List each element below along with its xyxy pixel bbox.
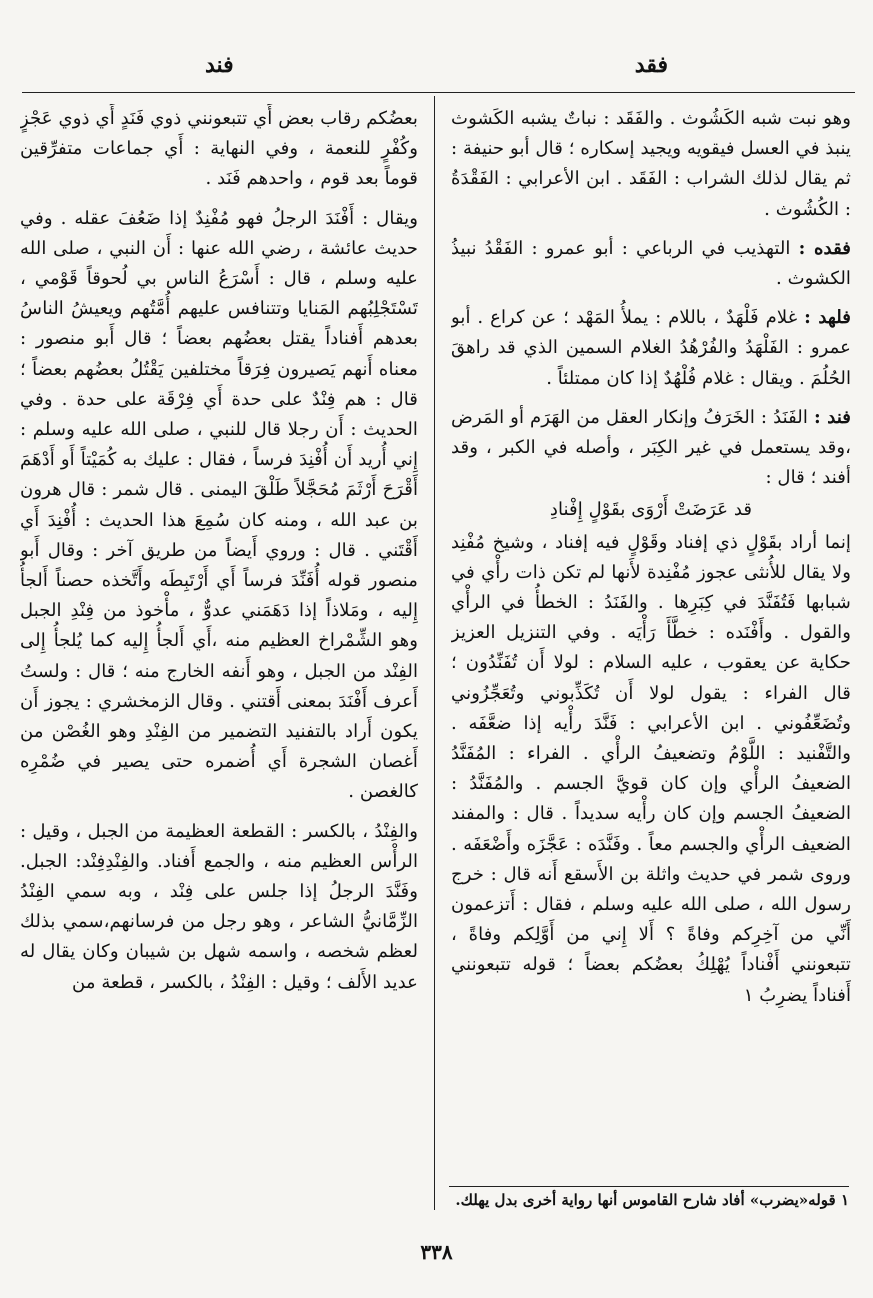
verse-line: قد عَرَضَتْ أَرْوَى بقَوْلٍ إِفْنادِ bbox=[549, 499, 753, 521]
entry-fand bbox=[451, 403, 851, 494]
header-rule bbox=[22, 92, 855, 93]
entry-text: الفَنَدُ : الخَرَفُ وإنكار العقل من الهَرَم أو المَرض ،وقد يستعمل في غير الكِبَر ، وأصله في الكبر ، وقد أفند ؛ قال : bbox=[451, 406, 851, 489]
column-divider bbox=[434, 96, 435, 1210]
entry-text: وهو نبت شبه الكَشُوث . والفَقَد : نباتٌ يشبه الكَشوث ينبذ في العسل فيقويه ويجيد إسكاره ؛ قال أبو حنيفة : ثم يقال لذلك الشراب : الفَقَد . ابن الأعرابي : الفَقْدَةُ : الكُشُوث . bbox=[451, 108, 851, 220]
footnote: ١ قوله«يضرب» أفاد شارح القاموس أنها رواية أخرى بدل يهلك. bbox=[455, 1191, 849, 1209]
right-column bbox=[451, 104, 851, 1184]
entry-falhad bbox=[451, 303, 851, 394]
running-head-right: فقد bbox=[634, 52, 668, 78]
paragraph: والفِنْدُ ، بالكسر : القطعة العظيمة من الجبل ، وقيل : الرأْس العظيم منه ، والجمع أَفناد. والفِنْدِفِنْد: الجبل. وفَنَّدَ الرجلُ إذا جلس على فِنْد ، وبه سمي الفِنْدُ الزِّمَّانيُّ الشاعر ، وهو رجل من فرسانهم،سمي بذلك لعظم شخصه ، واسمه شهل بن شيبان وكان يقال له عديد الأَلف ؛ وقيل : الفِنْدُ ، بالكسر ، قطعة من bbox=[20, 820, 418, 993]
paragraph: ويقال : أَفْنَدَ الرجلُ فهو مُفْنِدٌ إذا ضَعُفَ عقله . وفي حديث عائشة ، رضي الله عنها : أَن النبي ، صلى الله عليه وسلم ، قال : أَسْرَعُ الناس بي لُحوقاً قَوْمي ، تَسْتَجْلِبُهم المَنايا وتتنافس عليهم أُمَّتُهم ويعيشُ الناسُ بعدهم أَفناداً يقتل بعضُهم بعضاً ؛ قال أَبو منصور : معناه أَنهم يَصيرون فِرَقاً مختلفين يَقْتُلُ بعضُهم بعضاً ؛ قال : هم فِنْدٌ على حدة أَي فِرْقَة على حدة . وفي الحديث : أَن رجلا قال للنبي ، صلى الله عليه وسلم : إِني أُريد أَن أُفْنِدَ فرساً ، فقال : عليك به كُمَيْتاً أَو أَدْهَمَ أَقْرَحَ أَرْثَمَ مُحَجَّلاً طَلْقَ اليمنى . قال شمر : قال هرون بن عبد الله ، ومنه كان سُمِعَ هذا الحديث : أُفْنِدَ أَي أَقْتَني . قال : وروي أَيضاً من طريق آخر : وقال أَبو منصور قوله أُفَنِّدَ فرساً أَي أَرْتَبِطَه وأَتَّخذه حصناً أَلجأُ إِليه ، ومَلاذاً إذا دَهَمَني عدوٌّ ، مأْخوذ من فِنْدِ الجبل وهو الشِّمْراخ العظيم منه ،أَي أَلجأُ إِليه كما يُلجأُ إِلى الفِنْد من الجبل ، وهو أَنفه الخارج منه ؛ قال : ولستُ أَعرف أَفْنَدَ بمعنى أَقتني . وقال الزمخشري : يجوز أَن يكون أَراد بالتفنيد التضمير من الفِنْدِ وهو الغُصْن من أَغصان الشجرة أَي أُضمره حتى يصير في ضُمْرِه كالغصن . bbox=[20, 207, 418, 803]
entry-text: التهذيب في الرباعي : أبو عمرو : الفَقْدُ نبيذُ الكشوث . bbox=[451, 237, 851, 290]
entry-fand-body: إنما أراد بقَوْلٍ ذي إفناد وقَوْلٍ فيه إفناد ، وشيخ مُفْنِد ولا يقال للأُنثى عجوز مُفْنِدة لأَنها لم تكن ذات رأْي في شبابها فَتُفَنَّدَ في كِبَرِها . والفَنَدُ : الخطأُ في الرأْي والقول . وأَفْنَده : خطَّأَ رَأْيَه . وفي التنزيل العزيز حكاية عن يعقوب ، عليه السلام : لولا أَن تُفَنِّدُون ؛ قال الفراء : يقول لولا أَن تُكَذِّبوني وتُعَجِّزُوني وتُضَعِّفُوني . ابن الأعرابي : فَنَّدَ رأْيه إذا ضعَّفَه . والتَّفْنيد : اللَّوْمُ وتضعيفُ الرأْي . الفراء : المُفَنَّدُ الضعيفُ الرأْي وإن كان قويَّ الجسم . والمُفَنَّدُ : الضعيفُ الجسم وإن كان رأْيه سديداً . قال : والمفند الضعيف الرأْي والجسم معاً . وفَنَّدَه : عَجَّزَه وأَضْعَفَه . وروى شمر في حديث واثلة بن الأَسقع أَنه قال : خرج رسول الله ، صلى الله عليه وسلم ، فقال : أَتزعمون أَنِّي من آخِرِكم وفاةً ؟ أَلا إِني من أَوَّلِكم وفاةً ، تتبعونني أَفْناداً يُهْلِكُ بعضُكم بعضاً ؛ قوله تتبعونني أَفناداً يضرِبُ ١ bbox=[451, 531, 851, 1006]
headword: فلهد : bbox=[804, 307, 851, 329]
headword: فقده : bbox=[798, 237, 851, 259]
entry-faqad-cont bbox=[451, 104, 851, 225]
running-head-left: فند bbox=[205, 52, 234, 78]
entry-faqdah bbox=[451, 234, 851, 294]
entry-text: غلام فَلْهَدٌ ، باللام : يملأُ المَهْد ؛ عن كراع . أبو عمرو : الفَلْهَدُ والفُرْهُدُ الغلام السمين الذي قد راهقَ الحُلُمَ . ويقال : غلام فُلْهُدٌ إذا كان ممتلئاً . bbox=[451, 307, 851, 389]
page-number: ٣٣٨ bbox=[420, 1240, 453, 1264]
left-column bbox=[20, 104, 418, 1216]
headword: فند : bbox=[813, 406, 851, 428]
paragraph: بعضُكم رقاب بعض أَي تتبعونني ذوي فَنَدٍ أَي ذوي عَجْزٍ وكُفْرٍ للنعمة ، وفي النهاية : أَي جماعات متفرِّقين قوماً بعد قوم ، واحدهم فَنَد . bbox=[20, 108, 418, 190]
